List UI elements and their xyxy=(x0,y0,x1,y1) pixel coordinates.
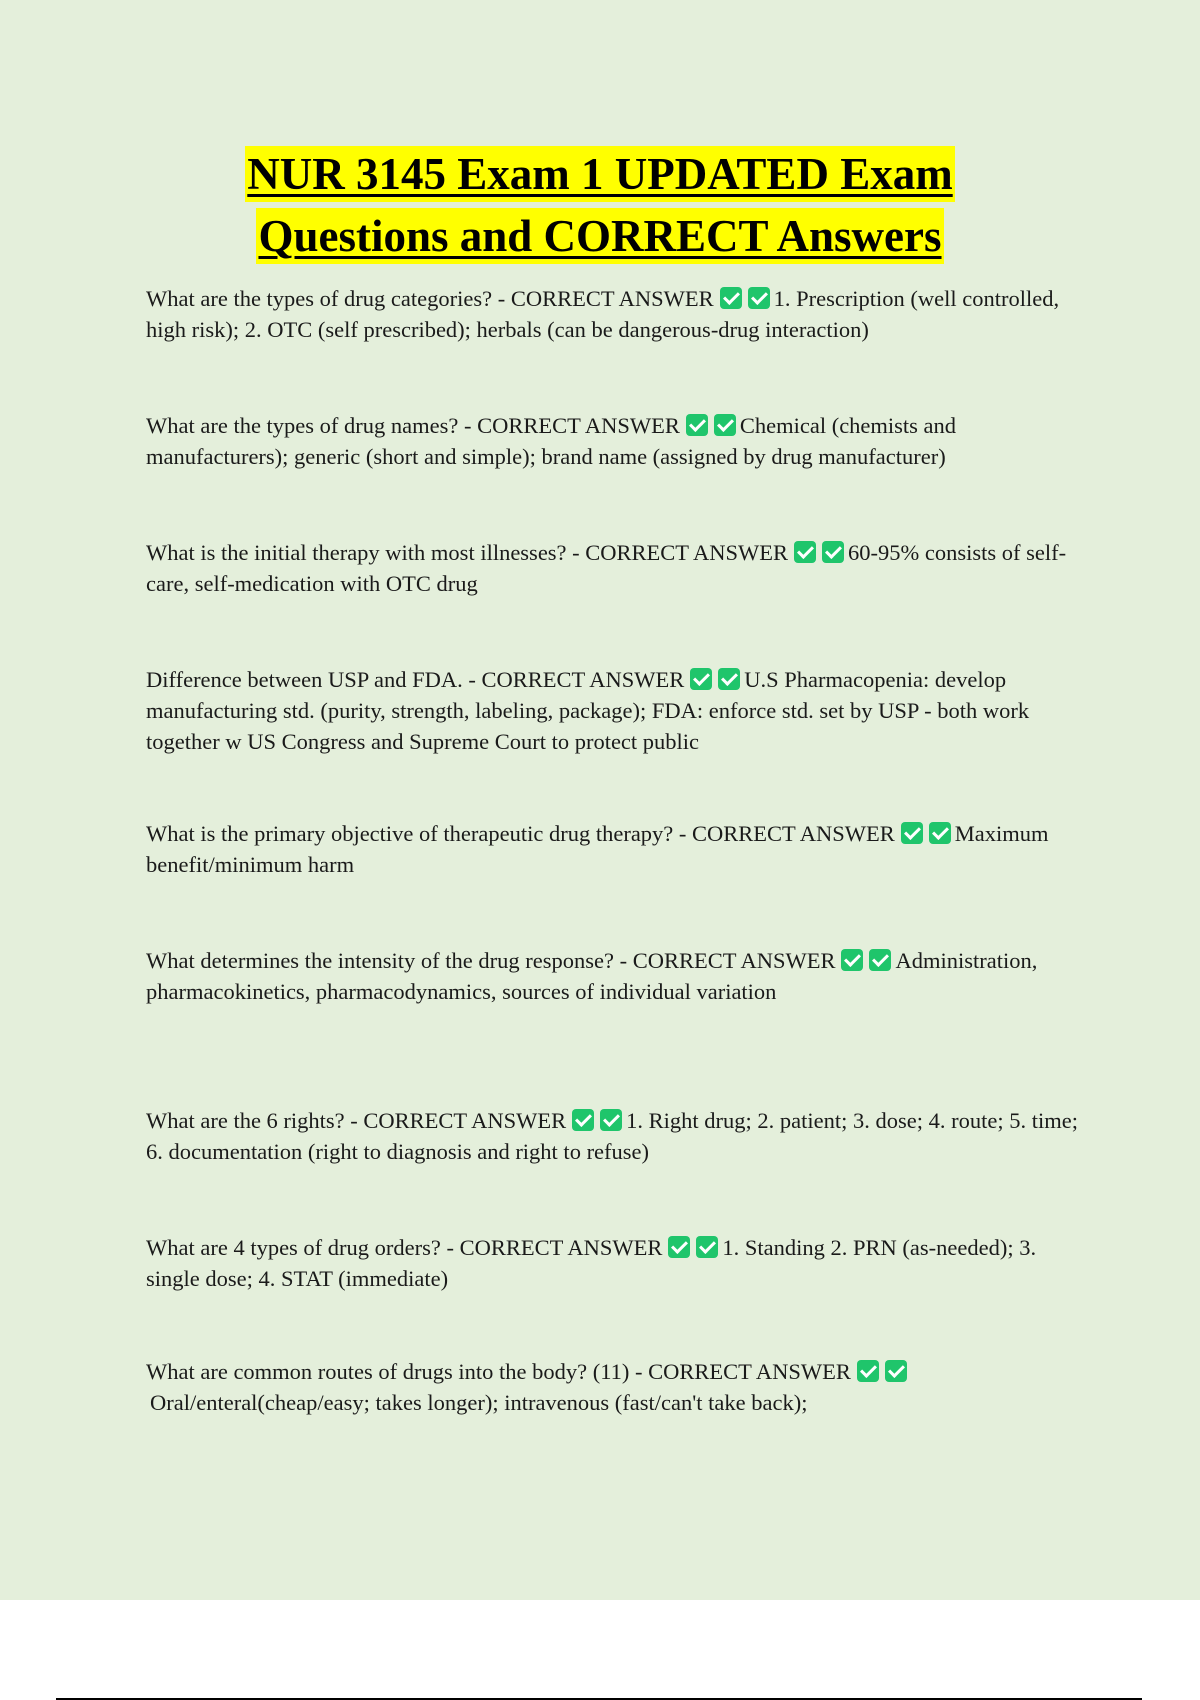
answer-text: Maximum benefit/minimum harm xyxy=(146,821,1049,877)
check-mark-icon xyxy=(841,949,863,971)
qa-item xyxy=(146,1105,1086,1167)
check-mark-icon xyxy=(794,541,816,563)
check-mark-icon xyxy=(929,822,951,844)
question-text: What are the types of drug categories? - CORRECT ANSWER xyxy=(146,286,714,311)
check-mark-icon xyxy=(720,287,742,309)
answer-text: 1. Prescription (well controlled, high risk); 2. OTC (self prescribed); herbals (can be dangerous-drug interaction) xyxy=(146,286,1060,342)
qa-item xyxy=(146,818,1086,880)
check-mark-icon xyxy=(686,414,708,436)
question-text: What are 4 types of drug orders? - CORRECT ANSWER xyxy=(146,1235,663,1260)
qa-item xyxy=(146,283,1086,345)
check-mark-icon xyxy=(748,287,770,309)
answer-text: Oral/enteral(cheap/easy; takes longer); intravenous (fast/can't take back); xyxy=(150,1390,808,1415)
answer-text: Administration, pharmacokinetics, pharmacodynamics, sources of individual variation xyxy=(146,948,1038,1004)
document-title xyxy=(0,146,1200,270)
answer-text: Chemical (chemists and manufacturers); generic (short and simple); brand name (assigned by drug manufacturer) xyxy=(146,413,957,469)
check-mark-icon xyxy=(885,1360,907,1382)
answer-text: 1. Standing 2. PRN (as-needed); 3. single dose; 4. STAT (immediate) xyxy=(146,1235,1037,1291)
title-line-2: Questions and CORRECT Answers xyxy=(256,208,943,264)
check-mark-icon xyxy=(869,949,891,971)
qa-item xyxy=(146,1356,1086,1418)
check-mark-icon xyxy=(718,668,740,690)
qa-item xyxy=(146,664,1086,757)
check-mark-icon xyxy=(572,1109,594,1131)
question-text: What are the 6 rights? - CORRECT ANSWER xyxy=(146,1108,567,1133)
qa-item xyxy=(146,537,1086,599)
check-mark-icon xyxy=(901,822,923,844)
question-text: What is the initial therapy with most illnesses? - CORRECT ANSWER xyxy=(146,540,789,565)
check-mark-icon xyxy=(690,668,712,690)
qa-item xyxy=(146,1232,1086,1294)
question-text: Difference between USP and FDA. - CORRECT ANSWER xyxy=(146,667,685,692)
qa-item xyxy=(146,410,1086,472)
check-mark-icon xyxy=(668,1236,690,1258)
question-text: What are the types of drug names? - CORRECT ANSWER xyxy=(146,413,680,438)
answer-text: 60-95% consists of self-care, self-medication with OTC drug xyxy=(146,540,1067,596)
answer-text: U.S Pharmacopenia: develop manufacturing std. (purity, strength, labeling, package); FDA: enforce std. set by USP - both work together w US Congress and Supreme Court to protect public xyxy=(146,667,1030,754)
question-text: What are common routes of drugs into the body? (11) - CORRECT ANSWER xyxy=(146,1359,851,1384)
question-text: What determines the intensity of the drug response? - CORRECT ANSWER xyxy=(146,948,836,973)
check-mark-icon xyxy=(857,1360,879,1382)
question-text: What is the primary objective of therapeutic drug therapy? - CORRECT ANSWER xyxy=(146,821,895,846)
title-line-1: NUR 3145 Exam 1 UPDATED Exam xyxy=(245,146,954,202)
check-mark-icon xyxy=(714,414,736,436)
check-mark-icon xyxy=(600,1109,622,1131)
qa-item xyxy=(146,945,1086,1007)
check-mark-icon xyxy=(696,1236,718,1258)
check-mark-icon xyxy=(822,541,844,563)
answer-text: 1. Right drug; 2. patient; 3. dose; 4. route; 5. time; 6. documentation (right to diagnosis and right to refuse) xyxy=(146,1108,1078,1164)
